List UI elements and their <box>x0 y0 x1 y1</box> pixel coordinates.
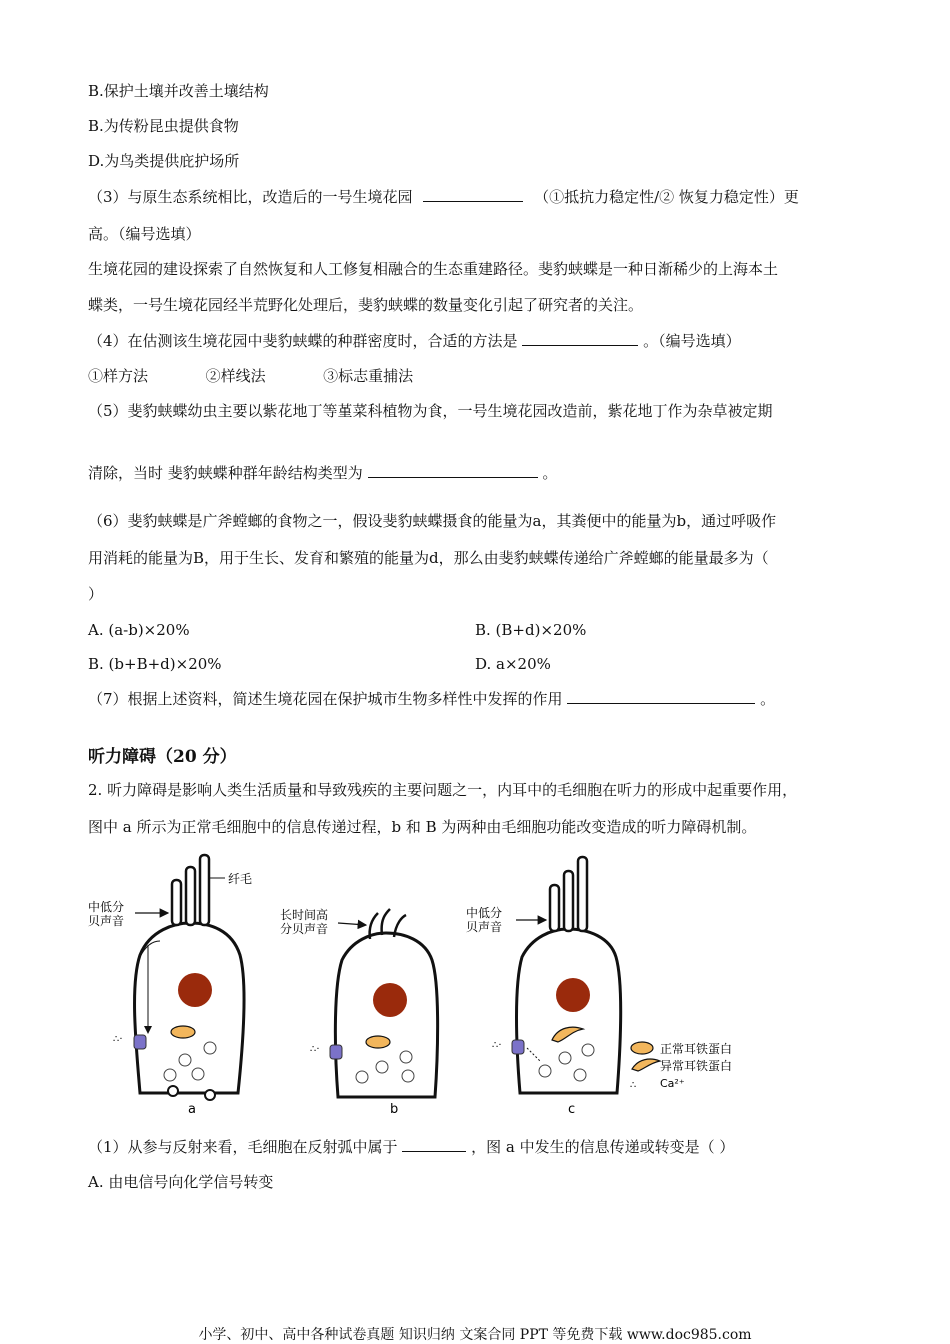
q6-option-c: B. (b+B+d)×20% <box>88 655 222 673</box>
damaged-cilium-2 <box>382 909 390 935</box>
option-b-soil: B.保护土壤并改善土壤结构 <box>88 82 269 100</box>
question-3-line1 <box>88 187 799 207</box>
cell-c <box>466 857 621 1117</box>
sound-arrow-b <box>338 923 366 925</box>
synapse-a2 <box>205 1090 215 1100</box>
label-mid-a1: 中低分 <box>88 900 125 914</box>
legend-ca-dots: ∴ <box>630 1080 637 1091</box>
vesicle-c3 <box>539 1065 551 1077</box>
question-4-line <box>88 331 741 351</box>
q4-option-3: ③标志重捕法 <box>323 367 414 385</box>
q6-option-a: A. (a-b)×20% <box>88 621 190 639</box>
cilium-c3 <box>578 857 587 931</box>
caption-a: a <box>188 1102 196 1117</box>
passage-line2: 蝶类，一号生境花园经半荒野化处理后，斐豹蛱蝶的数量变化引起了研究者的关注。 <box>88 296 644 314</box>
cilium-2 <box>186 867 195 925</box>
section-heading: 听力障碍（20 分） <box>88 747 237 767</box>
vesicle-a1 <box>179 1054 191 1066</box>
vesicle-b1 <box>376 1061 388 1073</box>
question-5-line2 <box>88 463 557 483</box>
q3-text-a: （3）与原生态系统相比，改造后的一号生境花园 <box>88 188 413 206</box>
page-footer: 小学、初中、高中各种试卷真题 知识归纳 文案合同 PPT 等免费下载 www.doc985.com <box>198 1327 752 1343</box>
cell-b <box>280 907 438 1117</box>
caption-b: b <box>390 1102 399 1117</box>
vesicle-b4 <box>402 1070 414 1082</box>
q5-text-b: 清除，当时 斐豹蛱蝶种群年龄结构类型为 <box>88 464 363 482</box>
q21-option-a: A. 由电信号向化学信号转变 <box>88 1173 274 1191</box>
q4-option-2: ②样线法 <box>205 367 266 385</box>
ca-path-c <box>527 1048 540 1061</box>
legend-abnormal-swatch <box>632 1059 660 1071</box>
vesicle-c2 <box>582 1044 594 1056</box>
question-4-options <box>88 366 413 386</box>
protein-b <box>366 1036 390 1048</box>
label-long-b1: 长时间高 <box>280 908 329 922</box>
q6-option-b: B. (B+d)×20% <box>475 621 587 639</box>
label-mid-c1: 中低分 <box>466 906 503 920</box>
channel-b <box>330 1045 342 1059</box>
ca-dots-b: ∴· <box>310 1044 320 1055</box>
vesicle-c1 <box>559 1052 571 1064</box>
legend <box>630 1041 732 1091</box>
nucleus-c <box>556 978 590 1012</box>
nucleus-a <box>178 973 212 1007</box>
abnormal-protein-c <box>552 1027 583 1042</box>
q3-answer-blank[interactable] <box>423 187 523 202</box>
q21-text-b: ，图 a 中发生的信息传递或转变是（ ） <box>471 1138 735 1156</box>
q5-text-c: 。 <box>542 464 558 482</box>
nucleus-b <box>373 983 407 1017</box>
legend-normal-label: 正常耳铁蛋白 <box>660 1042 733 1056</box>
question-6-line3: ） <box>88 585 104 603</box>
cilium-c2 <box>564 871 573 931</box>
hair-cell-figure <box>80 845 780 1125</box>
vesicle-a2 <box>204 1042 216 1054</box>
option-d-birds: D.为鸟类提供庇护场所 <box>88 152 240 170</box>
label-mid-a2: 贝声音 <box>88 914 125 928</box>
vesicle-a3 <box>164 1069 176 1081</box>
q4-text-b: 。（编号选填） <box>643 332 741 350</box>
question-2-1-line <box>88 1137 734 1157</box>
cilium-c1 <box>550 885 559 931</box>
channel-a <box>134 1035 146 1049</box>
q7-answer-blank[interactable] <box>567 689 755 704</box>
q4-answer-blank[interactable] <box>522 331 638 346</box>
label-long-b2: 分贝声音 <box>280 922 329 936</box>
q7-text-a: （7）根据上述资料，简述生境花园在保护城市生物多样性中发挥的作用 <box>88 690 563 708</box>
legend-normal-swatch <box>631 1042 653 1054</box>
channel-c <box>512 1040 524 1054</box>
cell-a <box>88 855 252 1117</box>
q7-text-b: 。 <box>760 690 776 708</box>
vesicle-a4 <box>192 1068 204 1080</box>
question-3-line2: 高。（编号选填） <box>88 225 201 243</box>
q4-text-a: （4）在估测该生境花园中斐豹蛱蝶的种群密度时，合适的方法是 <box>88 332 518 350</box>
option-b-pollinator: B.为传粉昆虫提供食物 <box>88 117 239 135</box>
q4-option-1: ①样方法 <box>88 367 149 385</box>
ca-dots-c: ∴· <box>492 1040 502 1051</box>
ca-dots-a: ∴· <box>113 1034 123 1045</box>
q6-option-d: D. a×20% <box>475 655 551 673</box>
question-6-line1: （6）斐豹蛱蝶是广斧螳螂的食物之一，假设斐豹蛱蝶摄食的能量为a，其粪便中的能量为b，通过呼吸作 <box>88 512 777 530</box>
passage-line1: 生境花园的建设探索了自然恢复和人工修复相融合的生态重建路径。斐豹蛱蝶是一种日渐稀少的上海本土 <box>88 260 779 278</box>
question-2-intro-line1: 2. 听力障碍是影响人类生活质量和导致残疾的主要问题之一，内耳中的毛细胞在听力的形成中起重要作用， <box>88 781 798 799</box>
label-mid-c2: 贝声音 <box>466 920 503 934</box>
q5-answer-blank[interactable] <box>368 463 538 478</box>
question-7-line <box>88 689 775 709</box>
vesicle-c4 <box>574 1069 586 1081</box>
q21-text-a: （1）从参与反射来看，毛细胞在反射弧中属于 <box>88 1138 398 1156</box>
vesicle-b3 <box>356 1071 368 1083</box>
question-5-line1: （5）斐豹蛱蝶幼虫主要以紫花地丁等堇菜科植物为食，一号生境花园改造前，紫花地丁作为杂草被定期 <box>88 402 773 420</box>
q21-answer-blank[interactable] <box>402 1137 466 1152</box>
legend-abnormal-label: 异常耳铁蛋白 <box>660 1059 733 1073</box>
caption-c: c <box>568 1102 576 1117</box>
synapse-a1 <box>168 1086 178 1096</box>
label-cilia: 纤毛 <box>228 872 253 886</box>
question-6-line2: 用消耗的能量为B，用于生长、发育和繁殖的能量为d，那么由斐豹蛱蝶传递给广斧螳螂的能量最多为（ <box>88 549 769 567</box>
protein-a <box>171 1026 195 1038</box>
cilium-3 <box>200 855 209 925</box>
question-2-intro-line2: 图中 a 所示为正常毛细胞中的信息传递过程，b 和 B 为两种由毛细胞功能改变造成的听力障碍机制。 <box>88 818 757 836</box>
q3-text-b: （①抵抗力稳定性/② 恢复力稳定性）更 <box>534 188 799 206</box>
vesicle-b2 <box>400 1051 412 1063</box>
cilium-1 <box>172 880 181 925</box>
legend-ca-label: Ca²⁺ <box>660 1077 685 1090</box>
